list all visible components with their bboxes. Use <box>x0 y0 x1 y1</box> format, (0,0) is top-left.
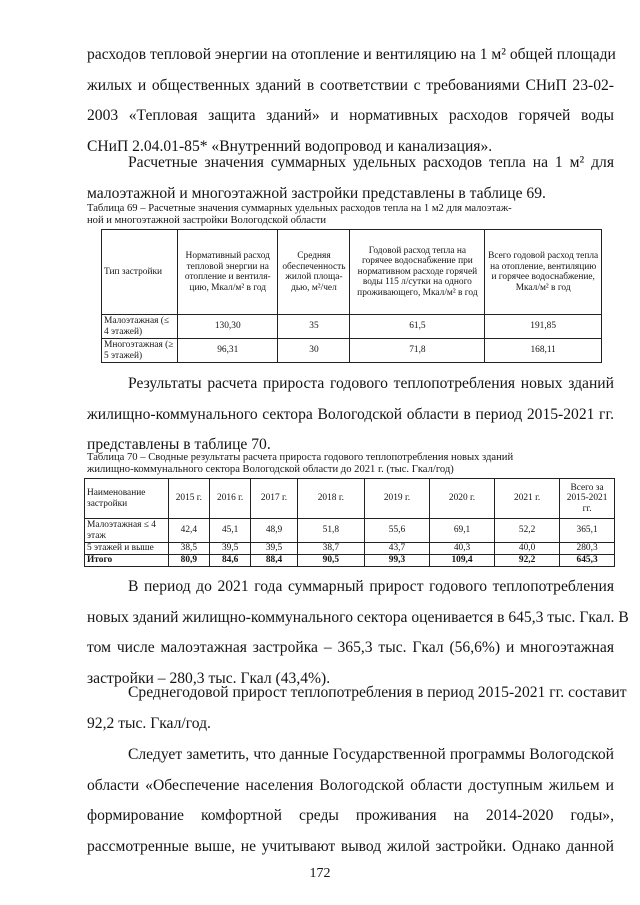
table-header: Тип застройки <box>102 230 178 315</box>
table-header: Наименование застройки <box>85 479 169 519</box>
text-line: Расчетные значения суммарных удельных расходов тепла на 1 м² для <box>128 154 614 171</box>
table-70-caption <box>87 452 614 476</box>
table-cell: Итого <box>85 555 169 567</box>
table-cell: 38,7 <box>297 543 364 555</box>
text-line: В период до 2021 года суммарный прирост годового теплопотребления <box>128 578 614 595</box>
table-cell: Малоэтажная (≤ 4 этажей) <box>102 315 178 339</box>
table-cell: 43,7 <box>364 543 429 555</box>
table-cell: 168,11 <box>485 339 602 363</box>
table-cell: 39,5 <box>251 543 297 555</box>
table-header: Всего за 2015-2021 гг. <box>560 479 615 519</box>
table-cell: 191,85 <box>485 315 602 339</box>
text-line: малоэтажной и многоэтажной застройки представлены в таблице 69. <box>87 184 546 202</box>
text-line: формирование комфортной среды проживания на 2014-2020 годы», <box>87 807 614 824</box>
text-line: застройки – 280,3 тыс. Гкал (43,4%). <box>87 669 331 687</box>
table-cell: 92,2 <box>495 555 560 567</box>
table-cell: 130,30 <box>178 315 278 339</box>
table-cell: 109,4 <box>430 555 495 567</box>
table-header: Годовой расход тепла на горячее водоснабжение при нормативном расходе горячей воды 115 л/сутки на одного проживающего, Мкал/м² в год <box>350 230 485 315</box>
table-header: Нормативный расход тепловой энергии на отопление и вентиля-цию, Мкал/м² в год <box>178 230 278 315</box>
paragraph-1 <box>87 40 614 162</box>
table-cell: 5 этажей и выше <box>85 543 169 555</box>
table-cell: 71,8 <box>350 339 485 363</box>
text-line: Результаты расчета прироста годового теплопотребления новых зданий <box>128 375 614 392</box>
caption-line: Таблица 69 – Расчетные значения суммарных удельных расходов тепла на 1 м2 для малоэтаж- <box>87 203 512 214</box>
table-cell: 40,0 <box>495 543 560 555</box>
table-cell: Малоэтажная ≤ 4 этаж <box>85 519 169 543</box>
table-cell: 51,8 <box>297 519 364 543</box>
table-row <box>85 519 615 543</box>
table-cell: 69,1 <box>430 519 495 543</box>
table-cell: 90,5 <box>297 555 364 567</box>
text-line: СНиП 2.04.01-85* «Внутренний водопровод и канализация». <box>87 137 493 155</box>
caption-line: жилищно-коммунального сектора Вологодской области до 2021 г. (тыс. Гкал/год) <box>87 464 454 475</box>
table-header: 2017 г. <box>251 479 297 519</box>
table-cell: 645,3 <box>560 555 615 567</box>
table-header: 2019 г. <box>364 479 429 519</box>
table-row <box>85 543 615 555</box>
paragraph-4 <box>87 572 629 694</box>
table-cell: 61,5 <box>350 315 485 339</box>
table-cell: 365,1 <box>560 519 615 543</box>
paragraph-6 <box>87 740 614 862</box>
paragraph-2 <box>87 148 614 209</box>
table-header: Средняя обеспеченность жилой площа-дью, м²/чел <box>278 230 350 315</box>
table-cell: 38,5 <box>168 543 209 555</box>
paragraph-5 <box>87 678 627 739</box>
table-cell: 99,3 <box>364 555 429 567</box>
table-cell: 45,1 <box>209 519 250 543</box>
text-line: том числе малоэтажная застройка – 365,3 тыс. Гкал (56,6%) и многоэтажная <box>87 639 614 656</box>
table-70 <box>84 478 615 567</box>
text-line: 2003 «Тепловая защита зданий» и нормативных расходов горячей воды <box>87 107 614 124</box>
table-header: 2016 г. <box>209 479 250 519</box>
table-header: Всего годовой расход тепла на отопление, вентиляцию и горячее водоснабжение, Мкал/м² в год <box>485 230 602 315</box>
table-cell: 30 <box>278 339 350 363</box>
table-cell: 52,2 <box>495 519 560 543</box>
text-line: расходов тепловой энергии на отопление и вентиляцию на 1 м² общей площади <box>87 46 616 63</box>
table-cell: 40,3 <box>430 543 495 555</box>
text-line: Следует заметить, что данные Государственной программы Вологодской <box>128 746 614 763</box>
table-header: 2018 г. <box>297 479 364 519</box>
text-line: Среднегодовой прирост теплопотребления в период 2015-2021 гг. составит <box>128 684 627 701</box>
table-header: 2021 г. <box>495 479 560 519</box>
table-total-row <box>85 555 615 567</box>
table-cell: 88,4 <box>251 555 297 567</box>
text-line: рассмотренные выше, не учитывают вывод жилой застройки. Однако данной <box>87 837 614 855</box>
text-line: области «Обеспечение населения Вологодской области доступным жильем и <box>87 776 614 794</box>
table-cell: 280,3 <box>560 543 615 555</box>
table-header: 2020 г. <box>430 479 495 519</box>
table-header: 2015 г. <box>168 479 209 519</box>
table-row <box>102 339 602 363</box>
paragraph-3 <box>87 369 614 461</box>
text-line: жилищно-коммунального сектора Вологодской области в период 2015-2021 гг. <box>87 405 614 423</box>
table-cell: 42,4 <box>168 519 209 543</box>
text-line: новых зданий жилищно-коммунального сектора оценивается в 645,3 тыс. Гкал. В <box>87 608 629 626</box>
table-row <box>102 315 602 339</box>
caption-line: ной и многоэтажной застройки Вологодской области <box>87 215 327 226</box>
table-cell: 55,6 <box>364 519 429 543</box>
table-cell: Многоэтажная (≥ 5 этажей) <box>102 339 178 363</box>
table-cell: 84,6 <box>209 555 250 567</box>
text-line: 92,2 тыс. Гкал/год. <box>87 714 211 732</box>
page-number: 172 <box>309 866 331 881</box>
caption-line: Таблица 70 – Сводные результаты расчета прироста годового теплопотребления новых зданий <box>87 452 514 463</box>
table-cell: 48,9 <box>251 519 297 543</box>
table-69 <box>101 229 602 363</box>
table-cell: 80,9 <box>168 555 209 567</box>
table-cell: 39,5 <box>209 543 250 555</box>
table-69-caption <box>87 203 614 227</box>
table-cell: 96,31 <box>178 339 278 363</box>
text-line: жилых и общественных зданий в соответствии с требованиями СНиП 23-02- <box>87 76 614 94</box>
table-cell: 35 <box>278 315 350 339</box>
text-line: представлены в таблице 70. <box>87 436 271 453</box>
